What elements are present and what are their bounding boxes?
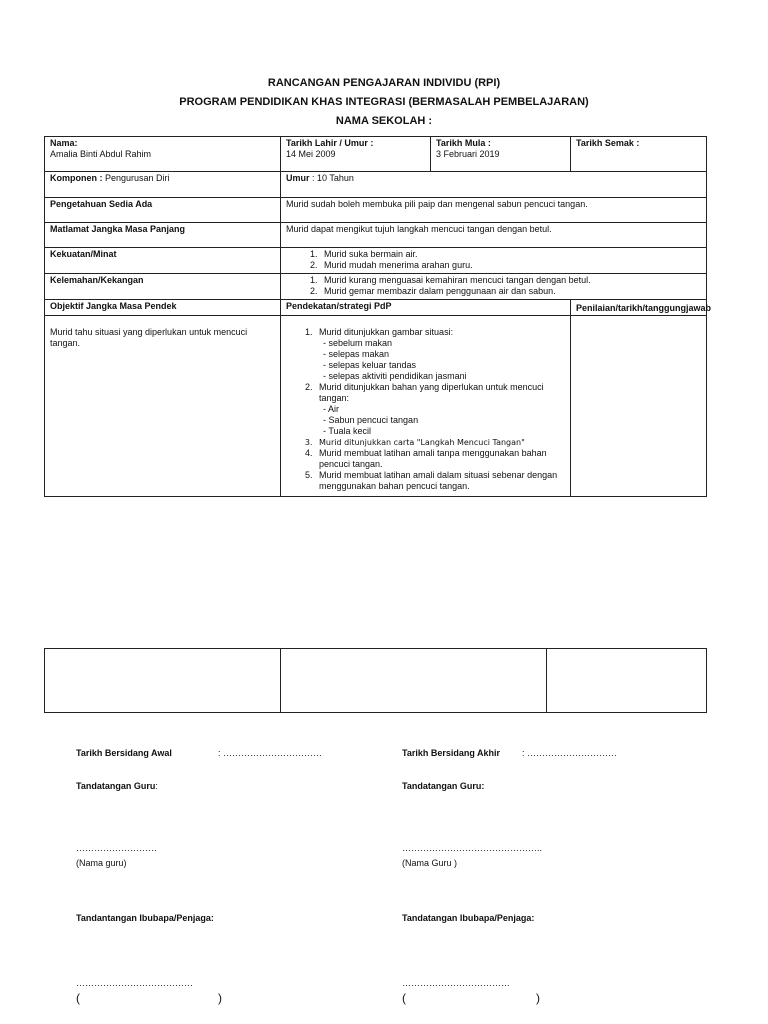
pengetahuan-row (45, 198, 707, 223)
nama-cell (45, 137, 281, 172)
list-item (315, 327, 561, 382)
bersidang-akhir-dots: : ………………………… (522, 748, 618, 758)
lahir-cell (281, 137, 431, 172)
kekuatan-list-cell (281, 248, 707, 274)
blank-cell (281, 649, 547, 713)
paren-open-left: ( (76, 991, 80, 1005)
komponen-row (45, 172, 707, 198)
semak-label: Tarikh Semak : (576, 138, 640, 148)
title-program: PROGRAM PENDIDIKAN KHAS INTEGRASI (BERMASALAH PEMBELAJARAN) (179, 96, 589, 108)
umur-value: : 10 Tahun (309, 173, 354, 183)
ibubapa-right-label: Tandatangan Ibubapa/Penjaga: (402, 913, 535, 923)
umur-cell (281, 172, 707, 198)
komponen-value: Pengurusan Diri (102, 173, 170, 183)
matlamat-label: Matlamat Jangka Masa Panjang (45, 223, 281, 248)
title-rpi: RANCANGAN PENGAJARAN INDIVIDU (RPI) (267, 77, 501, 89)
content-row (45, 316, 707, 497)
bersidang-awal-dots: : …………………………… (218, 748, 323, 758)
nama-value: Amalia Binti Abdul Rahim (50, 149, 152, 159)
list-item: - sebelum makan (323, 338, 393, 348)
list-item: - selepas makan (323, 349, 390, 359)
list-item (315, 437, 561, 448)
matlamat-value: Murid dapat mengikut tujuh langkah mencuci tangan dengan betul. (281, 223, 707, 248)
lahir-value: 14 Mei 2009 (286, 149, 336, 159)
guru-left-line (76, 781, 158, 791)
guru-left-colon: : (155, 781, 158, 791)
strategi-2: Murid ditunjukkan bahan yang diperlukan untuk mencuci tangan: (319, 382, 544, 403)
nama-label: Nama: (50, 138, 78, 148)
pengetahuan-value: Murid sudah boleh membuka pili paip dan mengenal sabun pencuci tangan. (281, 198, 707, 223)
kekuatan-label: Kekuatan/Minat (45, 248, 281, 274)
blank-cell (547, 649, 707, 713)
list-item (315, 448, 561, 470)
strategi-cell (281, 316, 571, 497)
list-item: - selepas aktiviti pendidikan jasmani (323, 371, 467, 381)
guru-right-label: Tandatangan Guru: (402, 781, 485, 791)
semak-cell (571, 137, 707, 172)
blank-table (44, 648, 707, 713)
column-header-row (45, 300, 707, 316)
list-item: - Tuala kecil (323, 426, 372, 436)
paren-close-left: ) (218, 991, 222, 1005)
matlamat-row (45, 223, 707, 248)
pendekatan-header: Pendekatan/strategi PdP (281, 300, 571, 316)
penilaian-header: Penilaian/tarikh/tanggungjawab (571, 300, 707, 316)
list-item: - Sabun pencuci tangan (323, 415, 419, 425)
list-item: - Air (323, 404, 340, 414)
kelemahan-row (45, 274, 707, 300)
komponen-label: Komponen : (50, 173, 103, 183)
list-item: 1. Murid suka bermain air. (320, 249, 701, 260)
strategi-5: Murid membuat latihan amali dalam situasi sebenar dengan menggunakan bahan pencuci tangan. (319, 470, 558, 491)
ibubapa-left-dots: ………………………………… (76, 978, 193, 988)
nama-guru-left: (Nama guru) (76, 858, 127, 868)
situasi-list (319, 338, 561, 382)
mula-value: 3 Februari 2019 (436, 149, 500, 159)
strategi-3: Murid ditunjukkan carta "Langkah Mencuci Tangan" (319, 438, 525, 447)
nama-guru-right: (Nama Guru ) (402, 858, 458, 868)
list-item: 1. Murid kurang menguasai kemahiran mencuci tangan dengan betul. (320, 275, 701, 286)
bahan-list (319, 404, 561, 437)
strategi-list (281, 327, 565, 492)
strategi-1: Murid ditunjukkan gambar situasi: (319, 327, 454, 337)
guru-left-dots: ……………………… (76, 843, 157, 853)
strategi-4: Murid membuat latihan amali tanpa menggunakan bahan pencuci tangan. (319, 448, 547, 469)
ibubapa-right-dots: ……………………………… (402, 978, 510, 988)
bersidang-akhir-label: Tarikh Bersidang Akhir (402, 748, 501, 758)
list-item: 2. Murid gemar membazir dalam penggunaan air dan sabun. (320, 286, 701, 297)
kelemahan-list (286, 275, 701, 297)
lahir-label: Tarikh Lahir / Umur : (286, 138, 374, 148)
objektif-text: Murid tahu situasi yang diperlukan untuk mencuci tangan. (45, 316, 281, 497)
objektif-header: Objektif Jangka Masa Pendek (45, 300, 281, 316)
mula-cell (431, 137, 571, 172)
penilaian-cell (571, 316, 707, 497)
list-item: 2. Murid mudah menerima arahan guru. (320, 260, 701, 271)
kelemahan-list-cell (281, 274, 707, 300)
bersidang-awal-label: Tarikh Bersidang Awal (76, 748, 172, 758)
mula-label: Tarikh Mula : (436, 138, 491, 148)
paren-close-right: ) (536, 991, 540, 1005)
komponen-cell (45, 172, 281, 198)
guru-left-label: Tandatangan Guru (76, 781, 156, 791)
info-row (45, 137, 707, 172)
list-item (315, 470, 561, 492)
umur-label: Umur (286, 173, 310, 183)
kekuatan-row (45, 248, 707, 274)
list-item (315, 382, 561, 437)
guru-right-dots: ……………………………………….. (402, 843, 543, 853)
title-nama-sekolah: NAMA SEKOLAH : (335, 115, 433, 127)
kelemahan-label: Kelemahan/Kekangan (45, 274, 281, 300)
pengetahuan-label: Pengetahuan Sedia Ada (45, 198, 281, 223)
list-item: - selepas keluar tandas (323, 360, 417, 370)
ibubapa-left-label: Tandantangan Ibubapa/Penjaga: (76, 913, 214, 923)
rpi-table (44, 136, 712, 497)
blank-cell (45, 649, 281, 713)
paren-open-right: ( (402, 991, 406, 1005)
kekuatan-list (286, 249, 701, 271)
